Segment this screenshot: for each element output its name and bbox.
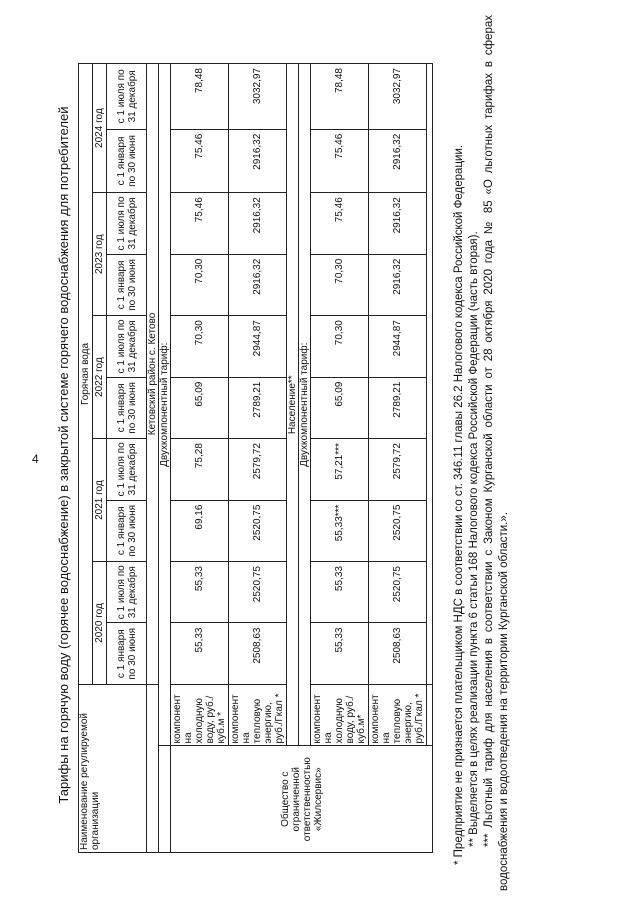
period-first: с 1 января по 30 июня	[107, 623, 147, 684]
year-2023: 2023 год	[93, 193, 107, 316]
period-second: с 1 июля по 31 декабря	[107, 439, 147, 500]
period-second: с 1 июля по 31 декабря	[107, 193, 147, 254]
component-label: компонент на холодную воду, руб./куб.м*	[311, 684, 369, 745]
footnotes	[452, 15, 512, 891]
table-bottom-row	[427, 64, 433, 853]
two-part-tariff-label: Двухкомпонентный тариф:	[159, 64, 171, 746]
tariff-table	[78, 63, 433, 853]
period-first: с 1 января по 30 июня	[107, 129, 147, 193]
two-part-row-1	[159, 64, 171, 853]
year-2022: 2022 год	[93, 316, 107, 439]
period-second: с 1 июля по 31 декабря	[107, 316, 147, 377]
period-second: с 1 июля по 31 декабря	[107, 562, 147, 623]
footnote-3: *** Льготный тариф для населения в соответствии с Законом Курганской области от 28 октября 2020 года № 85 «О льготных тарифах в сферах водоснабжения и водоотведения на территории Курганской области.».	[483, 15, 510, 891]
footnote-1: * Предприятие не признается плательщиком НДС в соответствии со ст. 346.11 главы 26.2 Налогового кодекса Российской Федерации.	[453, 144, 465, 865]
header-row-1	[79, 64, 93, 853]
component-label: компонент на тепловую энергию, руб./Гкал *	[229, 684, 287, 745]
table-title: Тарифы на горячую воду (горячее водоснабжение) в закрытой системе горячего водоснабжения для потребителей	[56, 106, 71, 804]
period-second: с 1 июля по 31 декабря	[107, 64, 147, 130]
period-first: с 1 января по 30 июня	[107, 254, 147, 315]
table-row: Общество с ограниченной ответственностью «Жилсервис» компонент на холодную воду, руб./куб.м * 55,33 55,33 69,16 75,28 65,09 70,30 70,30 75,46 75,46 78,48	[171, 64, 229, 853]
district-row	[147, 64, 159, 853]
population-row	[287, 64, 299, 853]
year-2020: 2020 год	[93, 562, 107, 685]
organization-name: Общество с ограниченной ответственностью «Жилсервис»	[171, 746, 433, 853]
two-part-row-2	[299, 64, 311, 853]
component-label: компонент на холодную воду, руб./куб.м *	[171, 684, 229, 745]
org-header: Наименование регулируемой организации	[79, 684, 147, 852]
table-row: компонент на тепловую энергию, руб./Гкал * 2508,63 2520,75 2520,75 2579,72 2789,21 2944,87 2916,32 2916,32 2916,32 3032,97	[369, 64, 427, 853]
table-row: компонент на тепловую энергию, руб./Гкал * 2508,63 2520,75 2520,75 2579,72 2789,21 2944,87 2916,32 2916,32 2916,32 3032,97	[229, 64, 287, 853]
table-row: компонент на холодную воду, руб./куб.м* 55,33 55,33 55,33*** 57,21*** 65,09 70,30 70,30 75,46 75,46 78,48	[311, 64, 369, 853]
year-2024: 2024 год	[93, 64, 107, 193]
year-2021: 2021 год	[93, 439, 107, 562]
component-label: компонент на тепловую энергию, руб./Гкал *	[369, 684, 427, 745]
hot-water-header: Горячая вода	[79, 64, 93, 685]
footnote-2: ** Выделяется в целях реализации пункта 6 статьи 168 Налогового кодекса Российской Федерации (часть вторая).	[468, 231, 480, 847]
period-first: с 1 января по 30 июня	[107, 377, 147, 438]
two-part-tariff-label: Двухкомпонентный тариф:	[299, 64, 311, 746]
period-first: с 1 января по 30 июня	[107, 500, 147, 561]
district-label: Кетовский район с. Кетово	[147, 64, 159, 685]
population-label: Население**	[287, 64, 299, 746]
page-number: 4	[32, 452, 39, 466]
